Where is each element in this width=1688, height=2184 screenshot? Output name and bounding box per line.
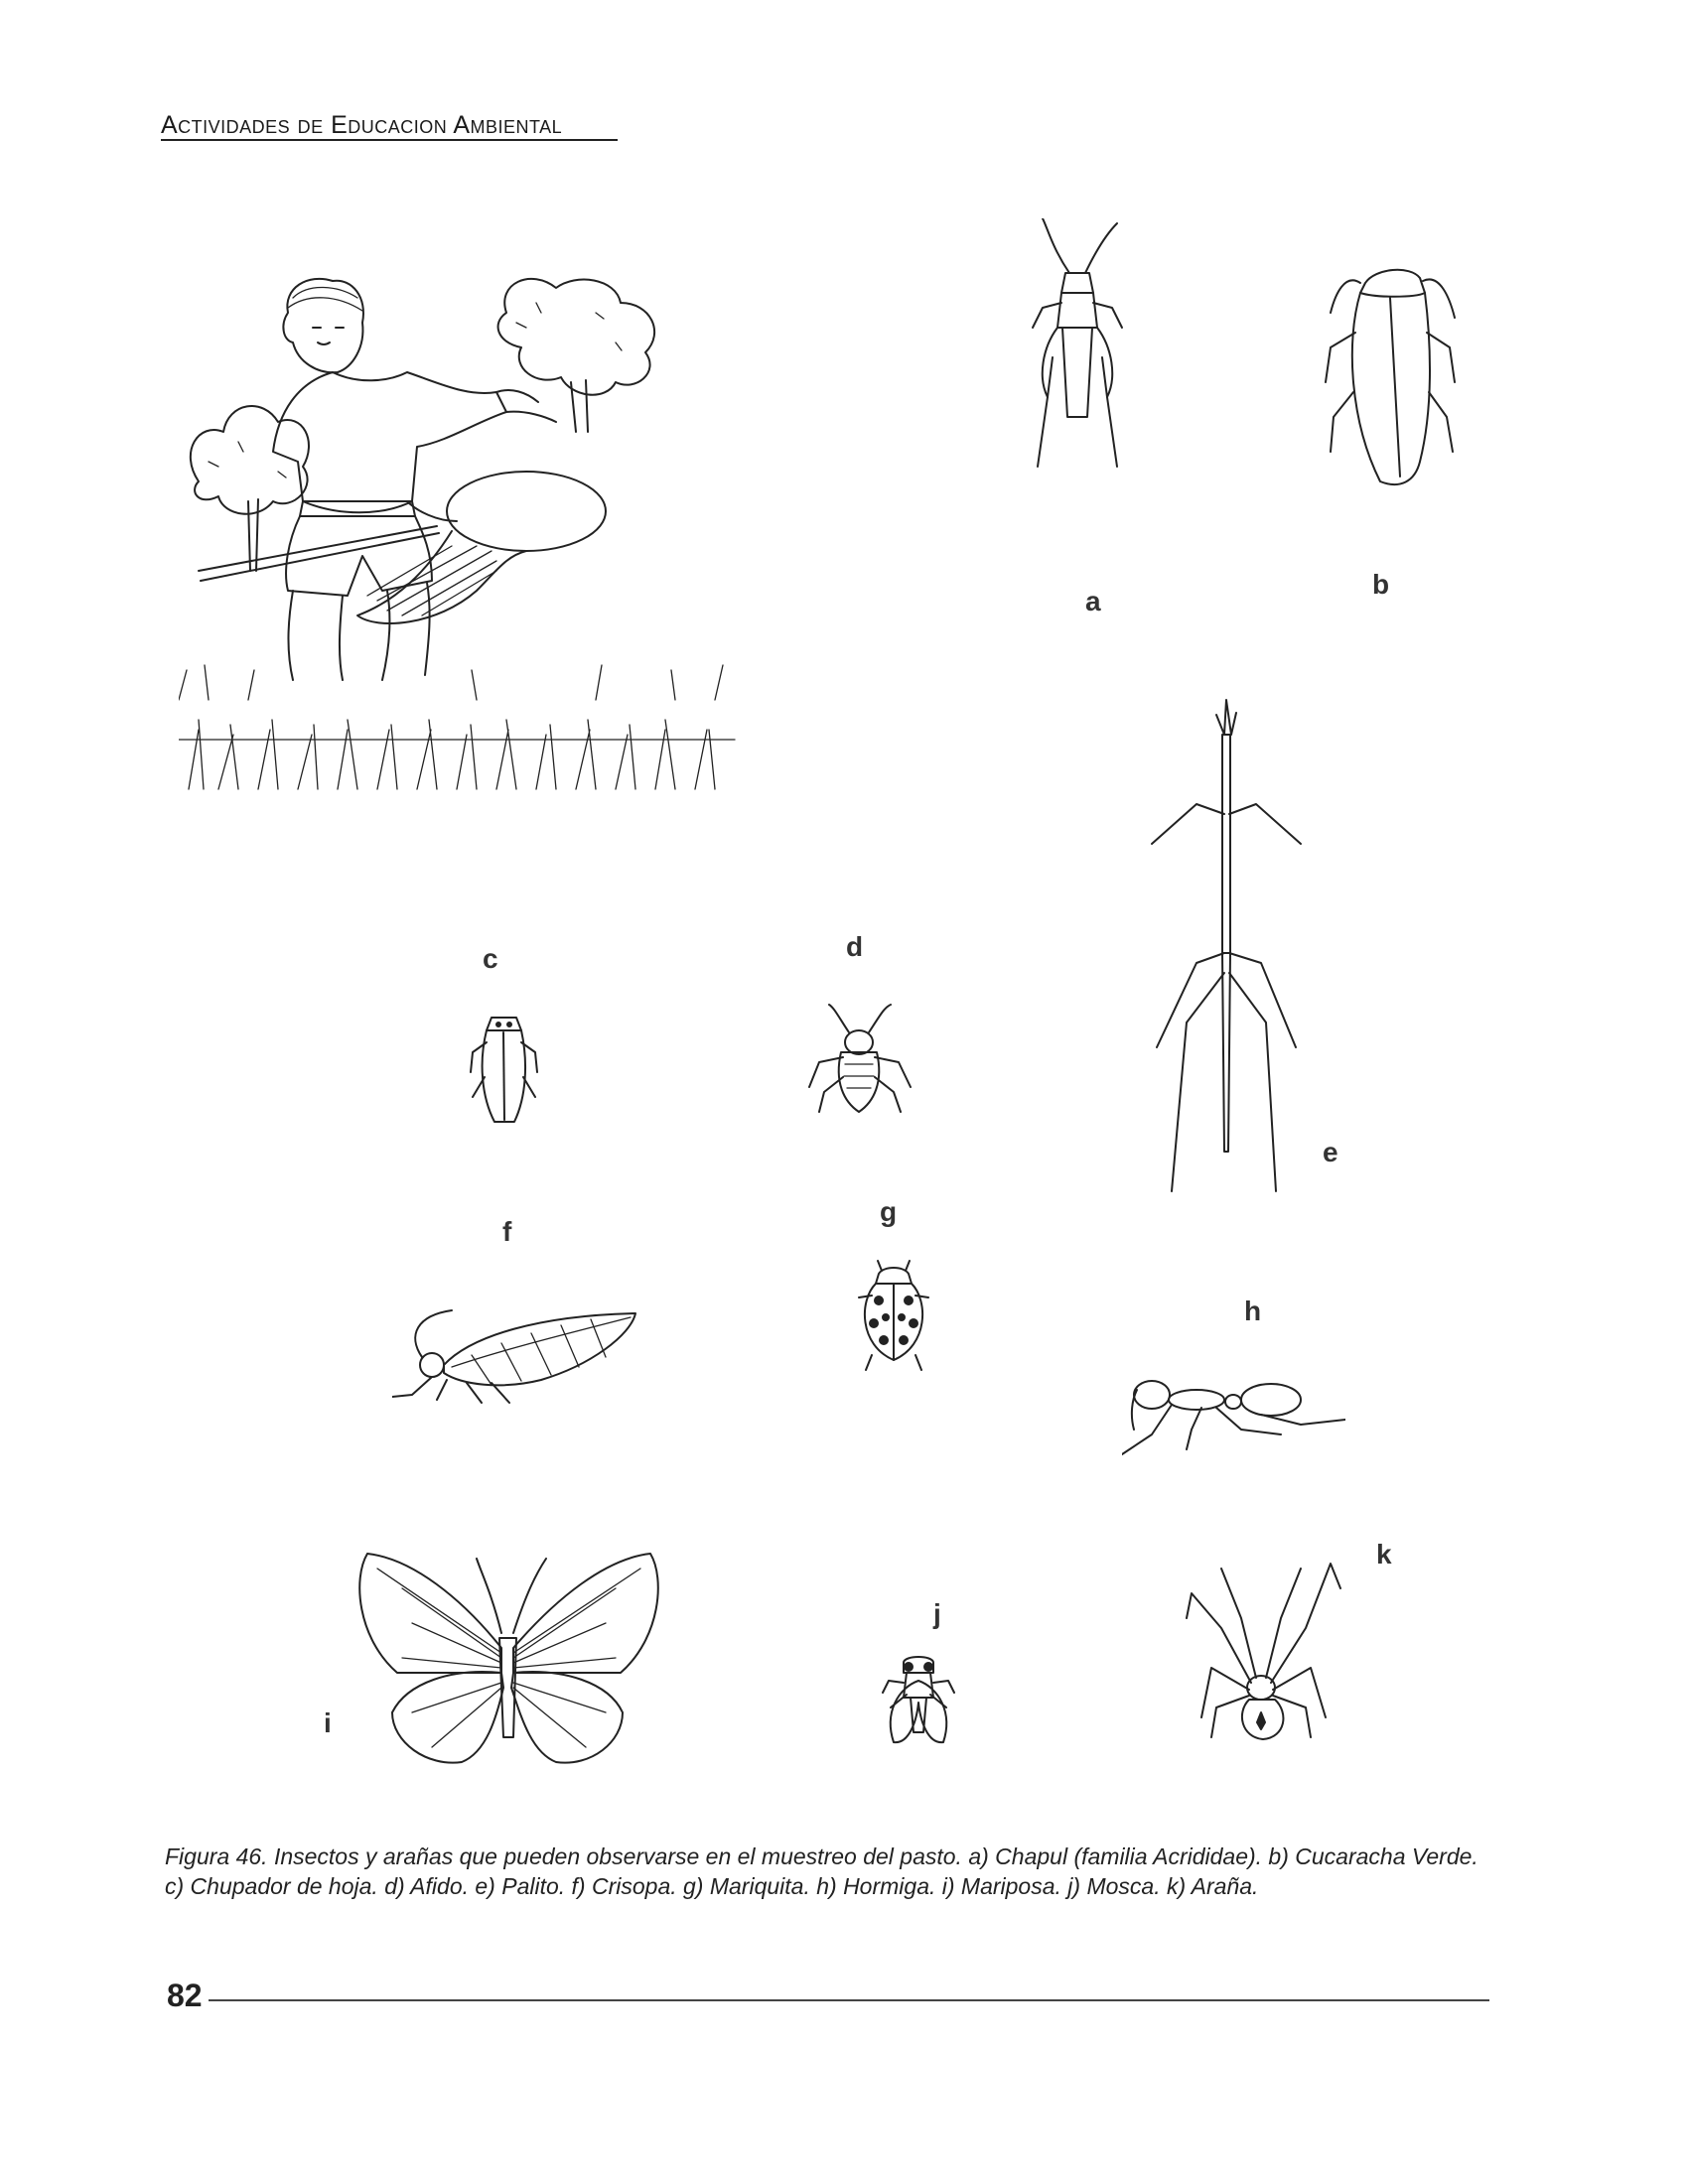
fly-illustration <box>879 1653 958 1757</box>
page-number: 82 <box>167 1978 203 2013</box>
header-rule <box>161 139 618 141</box>
ladybug-illustration <box>854 1256 933 1375</box>
grasshopper-illustration <box>1008 218 1147 516</box>
figure-caption: Figura 46. Insectos y arañas que pueden observarse en el muestreo del pasto. a) Chapul (familia Acrididae). b) Cucaracha Verde. c) Chupador de hoja. d) Afido. e) Palito. f) Crisopa. g) Mariquita. h) Hormiga. i) Mariposa. j) Mosca. k) Araña. <box>165 1843 1478 1899</box>
cockroach-illustration <box>1316 253 1465 491</box>
spider-illustration <box>1182 1559 1345 1742</box>
label-d: d <box>846 931 864 962</box>
label-j: j <box>933 1598 941 1629</box>
boy-with-net-illustration <box>179 273 765 819</box>
running-header: Actividades de Educacion Ambiental <box>161 111 563 139</box>
label-k: k <box>1376 1539 1392 1570</box>
footer-rule <box>209 1999 1489 2001</box>
label-i: i <box>324 1707 332 1738</box>
leafhopper-illustration <box>467 1003 541 1127</box>
label-a: a <box>1085 586 1101 616</box>
label-f: f <box>502 1216 512 1247</box>
label-h: h <box>1244 1296 1262 1326</box>
label-g: g <box>880 1196 898 1227</box>
aphid-illustration <box>799 1003 923 1127</box>
lacewing-illustration <box>392 1296 640 1405</box>
label-b: b <box>1372 569 1390 600</box>
label-c: c <box>483 943 498 974</box>
butterfly-illustration <box>352 1539 665 1772</box>
label-e: e <box>1323 1137 1338 1167</box>
stick-insect-illustration <box>1137 695 1316 1196</box>
ant-illustration <box>1122 1360 1345 1459</box>
